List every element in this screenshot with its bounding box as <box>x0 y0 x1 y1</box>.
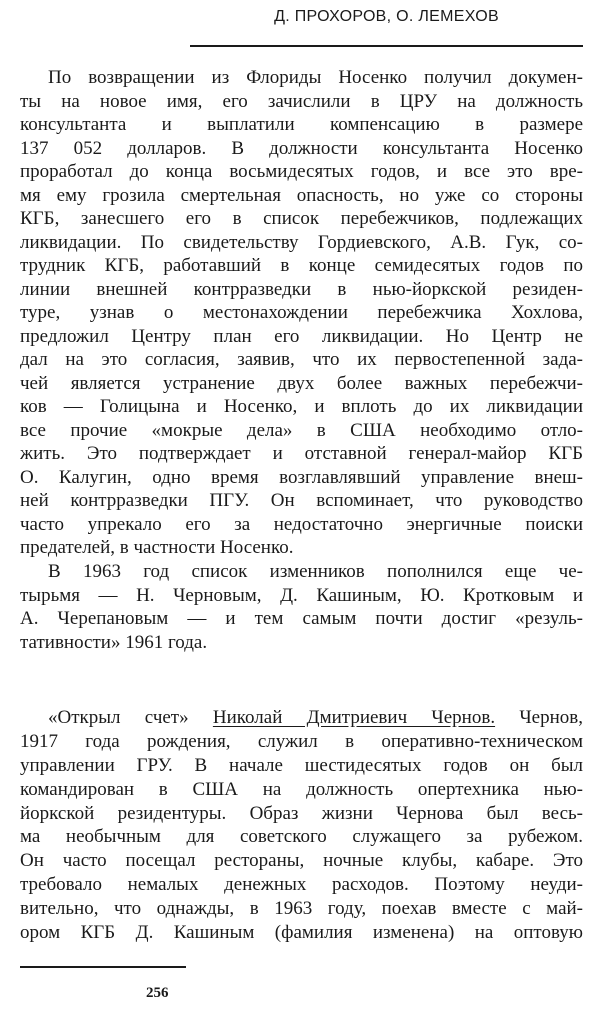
text-line: тырьмя — Н. Черновым, Д. Кашиным, Ю. Кротковым и <box>20 584 583 606</box>
page-number: 256 <box>146 985 169 1001</box>
running-head: Д. ПРОХОРОВ, О. ЛЕМЕХОВ <box>274 8 499 25</box>
text-line: ней контрразведки ПГУ. Он вспоминает, что руководство <box>20 490 583 511</box>
underlined-name: Николай Дмитриевич Чернов. <box>212 707 496 728</box>
text-line: линии внешней контрразведки в нью-йоркской резиден- <box>20 278 583 300</box>
text-line: йоркской резидентуры. Образ жизни Чернова был весь- <box>20 802 583 824</box>
text-line: предложил Центру план его ликвидации. Но Центр не <box>20 325 583 347</box>
text-segment: Чернов, <box>495 707 583 728</box>
text-line: 137 052 долларов. В должности консультанта Носенко <box>20 137 583 159</box>
text-line: В 1963 год список изменников пополнился еще че- <box>48 561 583 582</box>
text-line: управлении ГРУ. В начале шестидесятых годов он был <box>20 754 583 776</box>
text-line: А. Черепановым — и тем самым почти достиг «резуль- <box>20 608 583 629</box>
text-line: командирован в США на должность опертехника нью- <box>20 778 583 800</box>
text-line: тативности» 1961 года. <box>20 631 208 653</box>
text-line: консультанта и выплатили компенсацию в размере <box>20 114 583 135</box>
text-line: мя ему грозила смертельная опасность, но уже со стороны <box>20 184 583 206</box>
header-rule <box>190 45 583 47</box>
text-line: Он часто посещал рестораны, ночные клубы, кабаре. Это <box>20 850 583 872</box>
text-line: вительно, что однажды, в 1963 году, поехав вместе с май- <box>20 898 583 920</box>
text-line: ты на новое имя, его зачислили в ЦРУ на должность <box>20 90 583 112</box>
text-line: трудник КГБ, работавший в конце семидесятых годов по <box>20 255 583 276</box>
text-line: жить. Это подтверждает и отставной генерал-майор КГБ <box>20 443 583 464</box>
paragraph-1 <box>20 66 583 560</box>
text-line: 1917 года рождения, служил в оперативно-техническом <box>20 730 583 752</box>
text-line: ором КГБ Д. Кашиным (фамилия изменена) на оптовую <box>20 922 583 944</box>
text-line: По возвращении из Флориды Носенко получил докумен- <box>48 67 583 88</box>
text-line: чей является устранение двух более важных перебежчи- <box>20 372 583 394</box>
paragraph-3 <box>20 706 583 945</box>
footnote-rule <box>20 966 186 968</box>
text-line: туре, узнав о местонахождении перебежчика Хохлова, <box>20 302 583 323</box>
text-segment: «Открыл счет» <box>48 707 213 728</box>
text-line: все прочие «мокрые дела» в США необходимо отло- <box>20 419 583 441</box>
text-line: О. Калугин, одно время возглавлявший управление внеш- <box>20 466 583 488</box>
text-line: проработал до конца восьмидесятых годов, и все это вре- <box>20 161 583 182</box>
text-line: ма необычным для советского служащего за рубежом. <box>20 826 583 848</box>
text-line <box>20 706 583 730</box>
text-line: КГБ, занесшего его в список перебежчиков, подлежащих <box>20 208 583 229</box>
paragraph-2 <box>20 560 583 654</box>
text-line: часто упрекало его за недостаточно энергичные поиски <box>20 513 583 535</box>
text-line: требовало немалых денежных расходов. Поэтому неуди- <box>20 874 583 896</box>
text-line: ликвидации. По свидетельству Гордиевского, А.В. Гук, со- <box>20 231 583 253</box>
text-line: дал на это согласия, заявив, что их первостепенной зада- <box>20 349 583 370</box>
text-line: предателей, в частности Носенко. <box>20 537 294 558</box>
text-line: ков — Голицына и Носенко, и вплоть до их ликвидации <box>20 396 583 417</box>
